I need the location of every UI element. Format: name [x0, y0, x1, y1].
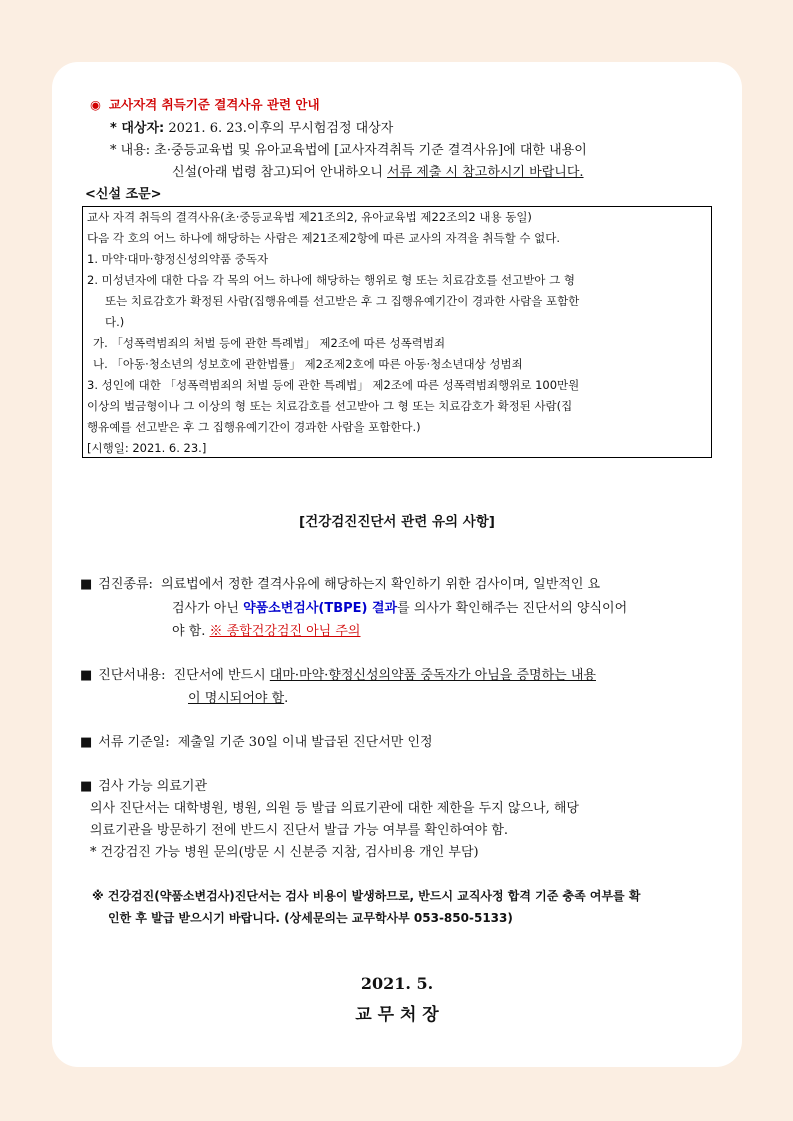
hospital-line-1: 의사 진단서는 대학병원, 병원, 의원 등 발급 의료기관에 대한 제한을 두지 않으나, 해당: [90, 801, 579, 816]
exam-type-label: 검진종류:: [98, 577, 153, 592]
square-bullet-icon: ■: [80, 735, 93, 750]
legal-line: 다음 각 호의 어느 하나에 해당하는 사람은 제21조제2항에 따른 교사의 자격을 취득할 수 없다.: [87, 231, 561, 245]
health-heading: [건강검진진단서 관련 유의 사항]: [299, 514, 495, 530]
not-comprehensive-warning: ※ 종합건강검진 아님 주의: [209, 624, 361, 639]
document-date-line: [80, 731, 433, 750]
legal-line: [시행일: 2021. 6. 23.]: [87, 441, 207, 455]
new-clause-heading: <신설 조문>: [85, 187, 162, 202]
hospital-heading-line: [80, 775, 207, 794]
exam-type-line-3: [172, 620, 361, 639]
warning-line-1: ※ 건강검진(약품소변검사)진단서는 검사 비용이 발생하므로, 반드시 교직사정 합격 기준 충족 여부를 확: [92, 889, 641, 903]
target-line: [110, 117, 393, 136]
tbpe-highlight: 약품소변검사(TBPE) 결과: [243, 601, 398, 616]
legal-line: 1. 마약·대마·향정신성의약품 중독자: [87, 252, 269, 266]
diagnosis-content-text-2b: .: [284, 691, 289, 706]
legal-line: 이상의 벌금형이나 그 이상의 형 또는 치료감호를 선고받아 그 형 또는 치료감호가 확정된 사람(집: [87, 399, 573, 413]
square-bullet-icon: ■: [80, 668, 93, 683]
content-line-1: [110, 139, 587, 158]
hospital-label: 검사 가능 의료기관: [98, 779, 208, 794]
diagnosis-content-line-2: [188, 687, 288, 706]
notice-title-text: 교사자격 취득기준 결격사유 관련 안내: [108, 97, 320, 112]
target-label: * 대상자:: [110, 121, 165, 136]
content-line-2: [172, 161, 584, 180]
warning-line-2: 인한 후 발급 받으시기 바랍니다. (상세문의는 교무학사부 053-850-5133): [108, 911, 513, 925]
notice-title: [90, 95, 320, 113]
exam-type-text-3a: 야 함.: [172, 624, 210, 639]
issuer-name: 교 무 처 장: [355, 1005, 439, 1025]
exam-type-text-2c: 를 의사가 확인해주는 진단서의 양식이어: [397, 601, 628, 616]
diagnosis-content-text-2a: 이 명시되어야 함: [188, 691, 285, 706]
exam-type-line-2: [172, 597, 627, 616]
content-text-2a: 신설(아래 법령 참고)되어 안내하오니: [172, 165, 388, 180]
hospital-line-3: * 건강검진 가능 병원 문의(방문 시 신분증 지참, 검사비용 개인 부담): [90, 845, 479, 860]
legal-line: 또는 치료감호가 확정된 사람(집행유예를 선고받은 후 그 집행유예기간이 경과한 사람을 포함한: [105, 294, 580, 308]
document-date-label: 서류 기준일:: [98, 735, 170, 750]
hospital-line-2: 의료기관을 방문하기 전에 반드시 진단서 발급 가능 여부를 확인하여야 함.: [90, 823, 509, 838]
issue-date: 2021. 5.: [360, 974, 434, 993]
legal-line: 행유예를 선고받은 후 그 집행유예기간이 경과한 사람을 포함한다.): [87, 420, 421, 434]
target-text: 2021. 6. 23.이후의 무시험검정 대상자: [168, 121, 394, 136]
diagnosis-content-text-1a: 진단서에 반드시: [173, 668, 270, 683]
square-bullet-icon: ■: [80, 577, 93, 592]
square-bullet-icon: ■: [80, 779, 93, 794]
diagnosis-content-text-1b: 대마·마약·향정신성의약품 중독자가 아님을 증명하는 내용: [269, 668, 596, 683]
legal-line: 3. 성인에 대한 「성폭력범죄의 처벌 등에 관한 특례법」 제2조에 따른 성폭력범죄행위로 100만원: [87, 378, 580, 392]
content-text-2b: 서류 제출 시 참고하시기 바랍니다.: [387, 165, 584, 180]
content-text-1: 초·중등교육법 및 유아교육법에 [교사자격취득 기준 결격사유]에 대한 내용이: [154, 143, 587, 158]
exam-type-text-2a: 검사가 아닌: [172, 601, 244, 616]
legal-line: 교사 자격 취득의 결격사유(초·중등교육법 제21조의2, 유아교육법 제22조의2 내용 동일): [87, 210, 532, 224]
exam-type-line-1: [80, 573, 600, 592]
legal-line: 2. 미성년자에 대한 다음 각 목의 어느 하나에 해당하는 행위로 형 또는 치료감호를 선고받아 그 형: [87, 273, 575, 287]
content-label: * 내용:: [110, 143, 151, 158]
bullseye-icon: ◉: [90, 97, 101, 112]
diagnosis-content-label: 진단서내용:: [98, 668, 166, 683]
legal-line: 나. 「아동·청소년의 성보호에 관한법률」 제2조제2호에 따른 아동·청소년대상 성범죄: [93, 357, 523, 371]
diagnosis-content-line-1: [80, 664, 596, 683]
exam-type-text-1: 의료법에서 정한 결격사유에 해당하는지 확인하기 위한 검사이며, 일반적인 요: [161, 577, 601, 592]
legal-text-box: [82, 206, 712, 458]
document-date-text: 제출일 기준 30일 이내 발급된 진단서만 인정: [177, 735, 433, 750]
legal-line: 가. 「성폭력범죄의 처벌 등에 관한 특례법」 제2조에 따른 성폭력범죄: [93, 336, 446, 350]
legal-line: 다.): [105, 315, 125, 329]
